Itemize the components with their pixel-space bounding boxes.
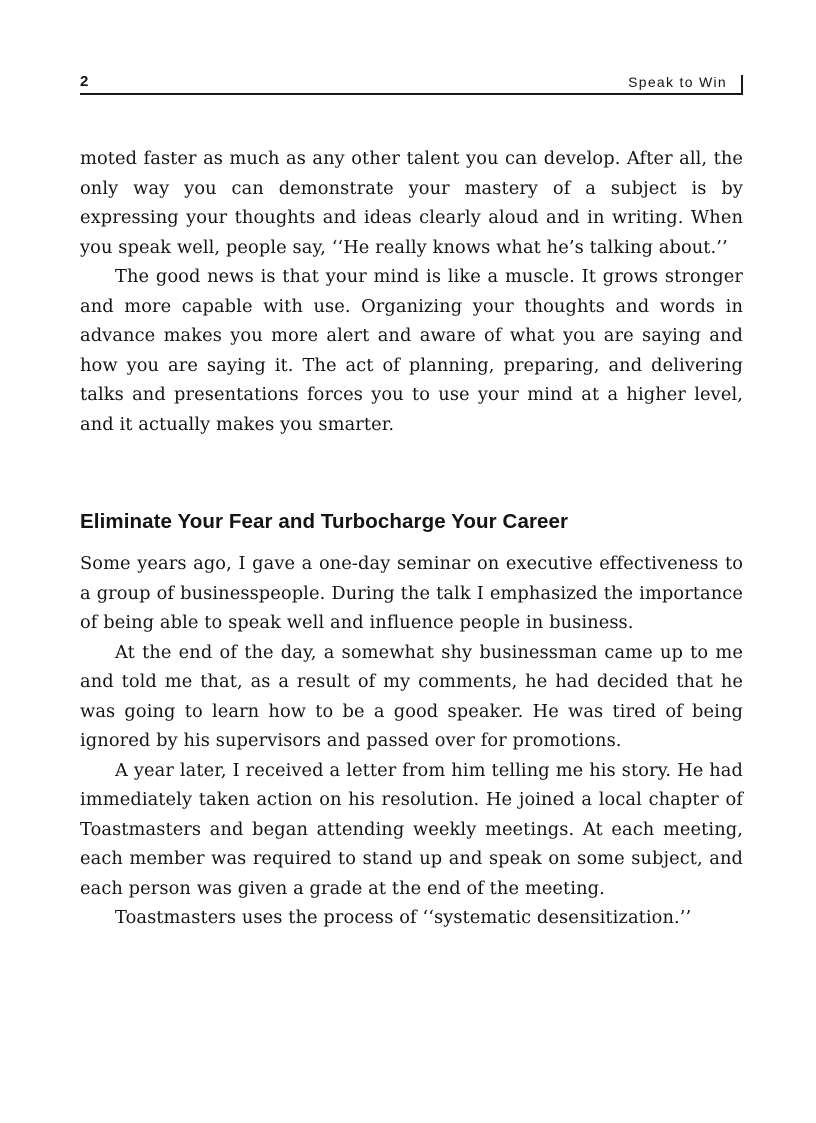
section-heading: Eliminate Your Fear and Turbocharge Your Career (80, 510, 569, 533)
body-text-section (80, 549, 743, 933)
paragraph: A year later, I received a letter from him telling me his story. He had immediately taken action on his resolution. He joined a local chapter of Toastmasters and began attending weekly meetings. At each meeting, each member was required to stand up and speak on some subject, and each person was given a grade at the end of the meeting. (80, 759, 743, 899)
running-head (80, 71, 743, 95)
paragraph: The good news is that your mind is like a muscle. It grows stronger and more capable with use. Organizing your thoughts and words in advance makes you more alert and aware of what you are saying and how you are saying it. The act of planning, preparing, and delivering talks and presentations forces you to use your mind at a higher level, and it actually makes you smarter. (80, 266, 743, 435)
body-text-top (80, 144, 743, 439)
header-vertical-rule (741, 75, 743, 95)
paragraph: Toastmasters uses the process of ‘‘systematic desensitization.’’ (115, 907, 692, 928)
paragraph: Some years ago, I gave a one-day seminar on executive effectiveness to a group of businesspeople. During the talk I emphasized the importance of being able to speak well and influence people in business. (80, 553, 743, 633)
paragraph: moted faster as much as any other talent you can develop. After all, the only way you can demonstrate your mastery of a subject is by expressing your thoughts and ideas clearly aloud and in writing. When you speak well, people say, ‘‘He really knows what he’s talking about.’’ (80, 148, 743, 258)
paragraph: At the end of the day, a somewhat shy businessman came up to me and told me that, as a result of my comments, he had decided that he was going to learn how to be a good speaker. He was tired of being ignored by his supervisors and passed over for promotions. (80, 641, 743, 751)
page-number: 2 (80, 73, 89, 90)
book-title: Speak to Win (628, 74, 727, 90)
